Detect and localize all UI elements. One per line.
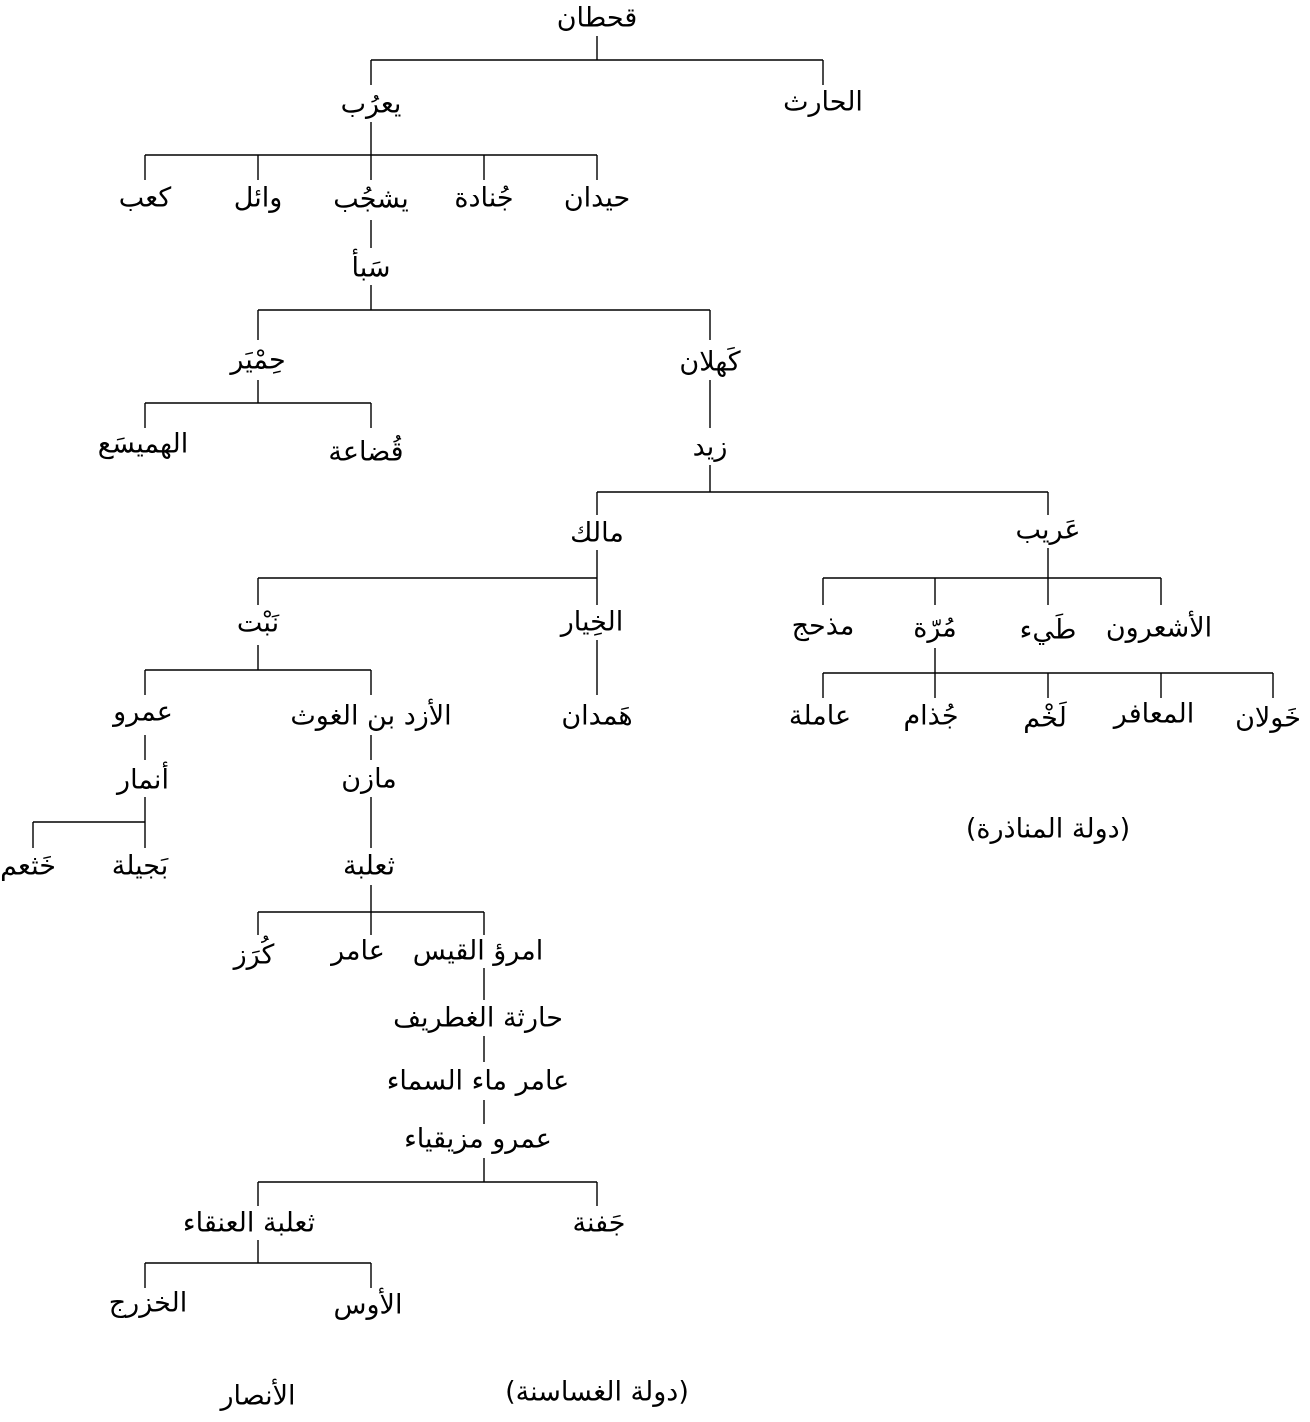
node-zayd: زيد bbox=[692, 431, 728, 463]
node-amr-muzayqiya: عمرو مزيقياء bbox=[404, 1123, 552, 1155]
label-ansar: الأنصار bbox=[220, 1380, 296, 1412]
node-kurz: كُرَز bbox=[233, 939, 275, 971]
node-wail: وائل bbox=[233, 182, 283, 214]
node-yarub: يعرُب bbox=[340, 88, 402, 120]
node-nabt: نَبْت bbox=[236, 607, 280, 639]
node-hamaysa: الهميسَع bbox=[97, 428, 189, 460]
node-khiyar: الخِيار bbox=[560, 606, 624, 638]
node-anmar: أنمار bbox=[117, 764, 169, 796]
node-tayy: طَيء bbox=[1019, 614, 1077, 646]
node-azd: الأزد بن الغوث bbox=[290, 700, 452, 732]
node-jafna: جَفنة bbox=[572, 1207, 626, 1239]
node-judham: جُذام bbox=[903, 700, 959, 732]
node-qahtan: قحطان bbox=[556, 2, 638, 34]
node-murra: مُرّة bbox=[913, 612, 957, 644]
node-amila: عاملة bbox=[788, 700, 852, 732]
node-junada: جُنادة bbox=[454, 182, 514, 214]
node-madhhij: مذحج bbox=[791, 610, 855, 642]
node-khazraj: الخزرج bbox=[108, 1287, 188, 1319]
node-haydan: حيدان bbox=[563, 182, 631, 214]
node-kahlan: كَهلان bbox=[679, 346, 741, 378]
node-arib: عَريب bbox=[1015, 514, 1081, 546]
node-mazin: مازن bbox=[341, 763, 397, 795]
node-bajila: بَجيلة bbox=[111, 850, 169, 882]
node-ashaarun: الأشعرون bbox=[1105, 612, 1213, 644]
node-malik: مالك bbox=[570, 517, 624, 549]
node-maafir: المعافر bbox=[1113, 698, 1195, 730]
node-himyar: حِمْيَر bbox=[230, 344, 286, 376]
node-hamdan: هَمدان bbox=[561, 700, 633, 732]
node-thalaba-anqa: ثعلبة العنقاء bbox=[182, 1207, 316, 1239]
node-khawlan: خَولان bbox=[1235, 702, 1301, 734]
node-saba: سَبأ bbox=[351, 252, 391, 284]
node-harith: الحارث bbox=[783, 86, 863, 118]
label-ghasasina: (دولة الغساسنة) bbox=[505, 1376, 689, 1408]
node-amr: عمرو bbox=[113, 696, 173, 728]
node-qudaa: قُضاعة bbox=[328, 436, 404, 468]
node-amir: عامر bbox=[331, 935, 385, 967]
node-yashjub: يشجُب bbox=[333, 183, 409, 215]
node-amir-maa: عامر ماء السماء bbox=[386, 1065, 570, 1097]
node-lakhm: لَخْم bbox=[1023, 702, 1067, 734]
node-haritha: حارثة الغطريف bbox=[393, 1002, 563, 1034]
node-aws: الأوس bbox=[333, 1289, 403, 1321]
node-thalaba: ثعلبة bbox=[342, 850, 396, 882]
node-khatham: خَثعم bbox=[0, 850, 56, 882]
node-imru-alqays: امرؤ القيس bbox=[412, 935, 544, 967]
node-kaab: كعب bbox=[118, 182, 172, 214]
label-manadhira: (دولة المناذرة) bbox=[965, 813, 1131, 845]
